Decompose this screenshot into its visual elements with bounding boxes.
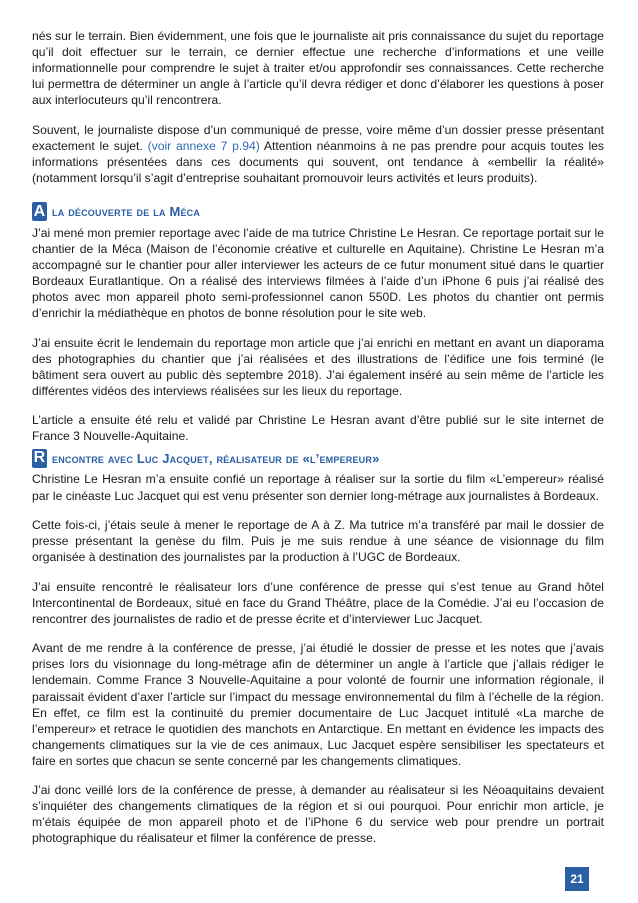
jacquet-paragraph-1: Christine Le Hesran m’a ensuite confié un reportage à réaliser sur la sortie du film «L’empereur» réalisé par le cinéaste Luc Jacquet qui est venu présenter son dernier long-métrage aux journalistes à Bordeaux. — [32, 472, 604, 503]
meca-paragraph-1: J’ai mené mon premier reportage avec l’aide de ma tutrice Christine Le Hesran. Ce reportage portait sur le chantier de la Méca (Maison de l’économie créative et culturelle en Aquitaine). Christine Le Hesran m’a accompagné sur le chantier pour aller interviewer les acteurs de ce futur monument situé dans le quartier Bordeaux Euratlantique. On a réalisé des interviews filmées à l’aide d’un iPhone 6 puis j’ai réalisé des photos avec mon appareil photo semi-professionnel canon 550D. Les photos du chantier ont permis d’enrichir la médiathèque en photos de bonne résolution pour le site web. — [32, 225, 604, 321]
intro-paragraph-1: nés sur le terrain. Bien évidemment, une fois que le journaliste ait pris connaissance du sujet du reportage qu’il doit effectuer sur le terrain, ce dernier effectue une recherche d’informations et une veille informationnelle pour comprendre le sujet à traiter et/ou approfondir ses connaissances. Cette recherche lui permettra de déterminer un angle à l’article qu’il devra rédiger et donc d’élaborer les questions à poser aux interlocuteurs qu’il rencontrera. — [32, 29, 604, 108]
jacquet-paragraph-4: Avant de me rendre à la conférence de presse, j’ai étudié le dossier de presse et les notes que j’avais prises lors du visionnage du long-métrage afin de déterminer un angle à l’article que j’allais rédiger le lendemain. Comme France 3 Nouvelle-Aquitaine a pour volonté de fournir une information régionale, il paraissait évident d’axer l’article sur l’impact du message environnemental du film à l’échelle de la région. En effet, ce film est la continuité du premier documentaire de Luc Jacquet intitulé «La marche de l’empereur» et retrace le quotidien des manchots en Antarctique. En mettant en évidence les impacts des changements climatiques sur la vie de ces animaux, Luc Jacquet espère sensibiliser les spectateurs et faire en sortes que chacun se sente concerné par les changements climatiques. — [32, 641, 604, 768]
section-title: la découverte de la Méca — [52, 204, 201, 220]
section-letter-badge: A — [33, 202, 46, 220]
jacquet-paragraph-2: Cette fois-ci, j’étais seule à mener le reportage de A à Z. Ma tutrice m’a transféré par mail le dossier de presse présentant la genèse du film. Puis je me suis rendue à une séance de visionnage du film organisée à destination des journalistes par la production à l’UGC de Bordeaux. — [32, 518, 604, 565]
intro-paragraph-2-end: Attention néanmoins à ne pas prendre pour acquis toutes les informations présentées dans ces documents qui souvent, ont tendance à «embellir la réalité» (notamment lorsqu’il s’agit d’entreprise souhaitant promouvoir leurs activités et leurs produits). — [32, 138, 604, 185]
page-number: 21 — [565, 867, 589, 891]
section-heading-meca — [32, 202, 604, 222]
meca-paragraph-2: J’ai ensuite écrit le lendemain du reportage mon article que j’ai enrichi en mettant en avant un diaporama des photographies du chantier que j’ai réalisées et des illustrations de l’édifice une fois terminé (le bâtiment sera ouvert au public dès septembre 2018). J’ai également inséré au sein même de l’article les différentes vidéos des interviews réalisées sur les lieux du reportage. — [32, 335, 604, 398]
page-body — [32, 28, 604, 846]
section-letter-badge: R — [33, 449, 46, 467]
jacquet-paragraph-5: J’ai donc veillé lors de la conférence de presse, à demander au réalisateur si les Néoaquitains devaient s’inquiéter des changements climatiques de la région et si oui pourquoi. Pour enrichir mon article, je m’étais équipée de mon appareil photo et de l’iPhone 6 du service web pour prendre un portrait photographique du réalisateur et filmer la conférence de presse. — [32, 783, 604, 846]
meca-paragraph-3: L’article a ensuite été relu et validé par Christine Le Hesran avant d’être publié sur le site internet de France 3 Nouvelle-Aquitaine. — [32, 413, 604, 444]
intro-paragraph-2 — [32, 122, 604, 186]
intro-paragraph-2-start: Souvent, le journaliste dispose d’un communiqué de presse, voire même d’un dossier presse présentant exactement le sujet. — [32, 122, 604, 153]
annex-reference-link[interactable]: (voir annexe 7 p.94) — [147, 138, 260, 153]
jacquet-paragraph-3: J’ai ensuite rencontré le réalisateur lors d’une conférence de presse qui s’est tenue au Grand hôtel Intercontinental de Bordeaux, situé en face du Grand Théâtre, place de la Comédie. J’ai eu l’occasion de rencontrer des journalistes de radio et de presse écrite et d’interviewer Luc Jacquet. — [32, 579, 604, 626]
section-heading-jacquet — [32, 448, 604, 468]
section-title: encontre avec Luc Jacquet, réalisateur de «l’empereur» — [52, 450, 380, 466]
